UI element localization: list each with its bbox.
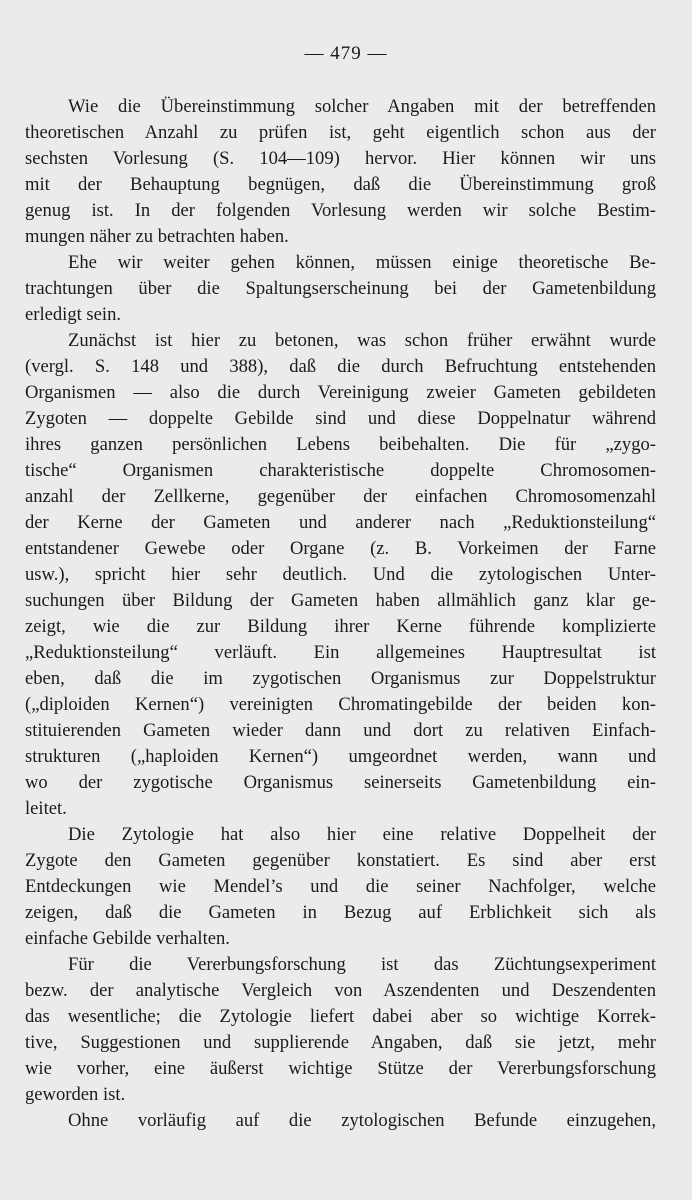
text-line: Organismen — also die durch Vereinigung zweier Gameten gebildeten [25, 382, 656, 403]
text-line: wie vorher, eine äußerst wichtige Stütze der Vererbungsforschung [25, 1058, 656, 1079]
text-line: sechsten Vorlesung (S. 104—109) hervor. Hier können wir uns [25, 148, 656, 169]
text-line: suchungen über Bildung der Gameten haben allmählich ganz klar ge- [25, 590, 656, 611]
text-line: Für die Vererbungsforschung ist das Züchtungsexperiment [68, 954, 656, 975]
text-line: usw.), spricht hier sehr deutlich. Und die zytologischen Unter- [25, 564, 656, 585]
body-text [25, 94, 656, 1134]
text-line: eben, daß die im zygotischen Organismus zur Doppelstruktur [25, 668, 656, 689]
text-line: theoretischen Anzahl zu prüfen ist, geht eigentlich schon aus der [25, 122, 656, 143]
text-line: Ohne vorläufig auf die zytologischen Befunde einzugehen, [68, 1110, 656, 1131]
text-line: Ehe wir weiter gehen können, müssen einige theoretische Be- [68, 252, 656, 273]
text-line: Entdeckungen wie Mendel’s und die seiner Nachfolger, welche [25, 876, 656, 897]
text-line: stituierenden Gameten wieder dann und dort zu relativen Einfach- [25, 720, 656, 741]
text-line: entstandener Gewebe oder Organe (z. B. Vorkeimen der Farne [25, 538, 656, 559]
text-line: erledigt sein. [25, 304, 122, 325]
text-line: mungen näher zu betrachten haben. [25, 226, 289, 247]
text-line: der Kerne der Gameten und anderer nach „Reduktionsteilung“ [25, 512, 656, 533]
text-line: Die Zytologie hat also hier eine relative Doppelheit der [68, 824, 656, 845]
text-line: anzahl der Zellkerne, gegenüber der einfachen Chromosomenzahl [25, 486, 656, 507]
text-line: tische“ Organismen charakteristische doppelte Chromosomen- [25, 460, 656, 481]
text-line: geworden ist. [25, 1084, 126, 1105]
text-line: „Reduktionsteilung“ verläuft. Ein allgemeines Hauptresultat ist [25, 642, 656, 663]
text-line: bezw. der analytische Vergleich von Aszendenten und Deszendenten [25, 980, 656, 1001]
text-line: Zygoten — doppelte Gebilde sind und diese Doppelnatur während [25, 408, 656, 429]
text-line: mit der Behauptung begnügen, daß die Übereinstimmung groß [25, 174, 656, 195]
text-line: leitet. [25, 798, 67, 819]
text-line: Zygote den Gameten gegenüber konstatiert. Es sind aber erst [25, 850, 656, 871]
text-line: ihres ganzen persönlichen Lebens beibehalten. Die für „zygo- [25, 434, 656, 455]
text-line: genug ist. In der folgenden Vorlesung werden wir solche Bestim- [25, 200, 656, 221]
text-line: zeigen, daß die Gameten in Bezug auf Erblichkeit sich als [25, 902, 656, 923]
text-line: tive, Suggestionen und supplierende Angaben, daß sie jetzt, mehr [25, 1032, 656, 1053]
text-line: einfache Gebilde verhalten. [25, 928, 230, 949]
page-number: — 479 — [304, 43, 388, 64]
text-line: („diploiden Kernen“) vereinigten Chromatingebilde der beiden kon- [25, 694, 656, 715]
text-line: strukturen („haploiden Kernen“) umgeordnet werden, wann und [25, 746, 656, 767]
text-line: (vergl. S. 148 und 388), daß die durch Befruchtung entstehenden [25, 356, 656, 377]
text-line: Zunächst ist hier zu betonen, was schon früher erwähnt wurde [68, 330, 656, 351]
text-line: das wesentliche; die Zytologie liefert dabei aber so wichtige Korrek- [25, 1006, 656, 1027]
text-line: wo der zygotische Organismus seinerseits Gametenbildung ein- [25, 772, 656, 793]
text-line: zeigt, wie die zur Bildung ihrer Kerne führende komplizierte [25, 616, 656, 637]
text-line: trachtungen über die Spaltungserscheinung bei der Gametenbildung [25, 278, 656, 299]
text-line: Wie die Übereinstimmung solcher Angaben mit der betreffenden [68, 96, 656, 117]
